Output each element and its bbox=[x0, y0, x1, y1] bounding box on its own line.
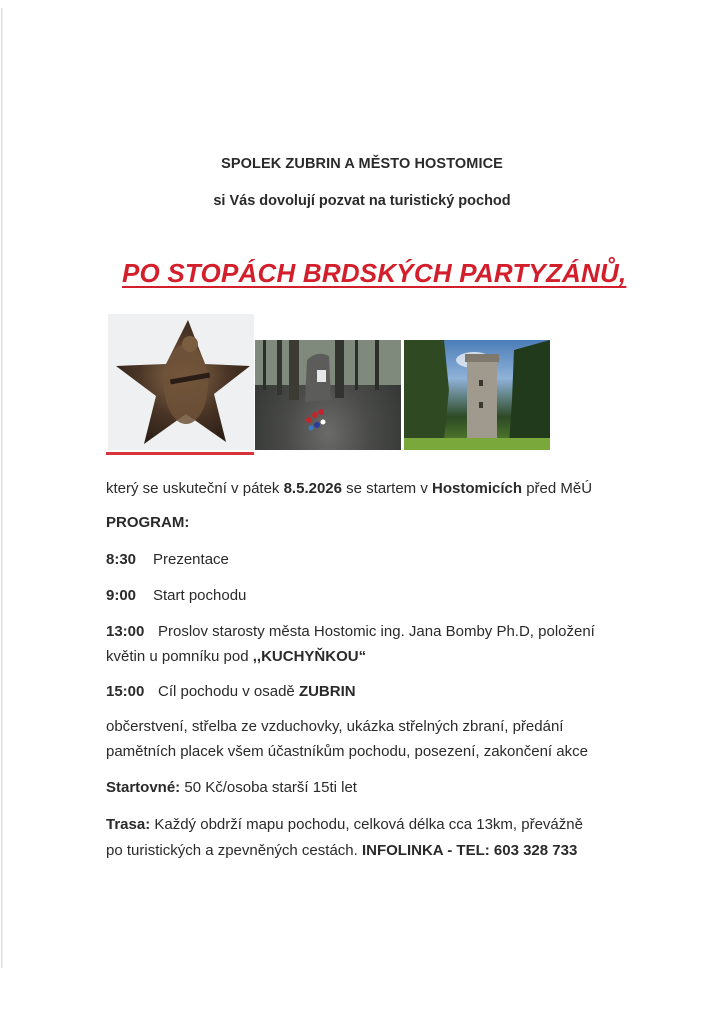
route-info-continued bbox=[106, 842, 577, 859]
entry-fee bbox=[106, 779, 357, 796]
program-text: Start pochodu bbox=[153, 587, 247, 604]
activities-line-1: občerstvení, střelba ze vzduchovky, ukázka střelných zbraní, předání bbox=[106, 718, 564, 735]
intro-text-2: se startem v bbox=[341, 480, 433, 497]
program-item bbox=[106, 587, 246, 604]
organizers-heading: SPOLEK ZUBRIN A MĚSTO HOSTOMICE bbox=[221, 156, 503, 172]
intro-text-1: který se uskuteční v pátek bbox=[106, 480, 284, 497]
program-time: 15:00 bbox=[106, 683, 145, 700]
program-text: Prezentace bbox=[153, 551, 229, 568]
memorial-name: ,,KUCHYŇKOU“ bbox=[252, 648, 367, 665]
activities-line-2: pamětních placek všem účastníkům pochodu, posezení, zakončení akce bbox=[106, 743, 588, 760]
program-time: 8:30 bbox=[106, 551, 137, 568]
program-time: 13:00 bbox=[106, 623, 145, 640]
program-item bbox=[106, 551, 229, 568]
scan-edge bbox=[1, 8, 3, 968]
event-title: PO STOPÁCH BRDSKÝCH PARTYZÁNŮ, bbox=[122, 258, 627, 288]
fee-label: Startovné: bbox=[106, 779, 181, 796]
program-text: Cíl pochodu v osadě bbox=[158, 683, 299, 700]
partisan-star-badge-image bbox=[108, 314, 254, 450]
route-text: Každý obdrží mapu pochodu, celková délka cca 13km, převážně bbox=[150, 816, 583, 833]
memorial-stone-image bbox=[255, 340, 401, 450]
event-date: 8.5.2026 bbox=[283, 480, 342, 497]
fee-value: 50 Kč/osoba starší 15ti let bbox=[180, 779, 357, 796]
event-intro bbox=[106, 480, 592, 497]
infoline-phone: INFOLINKA - TEL: 603 328 733 bbox=[361, 842, 578, 859]
program-item bbox=[106, 623, 595, 640]
program-item bbox=[106, 683, 356, 700]
partisan-figure bbox=[164, 344, 208, 424]
route-text: po turistických a zpevněných cestách. bbox=[106, 842, 362, 859]
program-heading: PROGRAM: bbox=[106, 514, 190, 531]
red-underline-divider bbox=[106, 452, 254, 455]
program-text: Proslov starosty města Hostomic ing. Jana Bomby Ph.D, položení bbox=[158, 623, 595, 640]
program-time: 9:00 bbox=[106, 587, 137, 604]
event-place: Hostomicích bbox=[432, 480, 523, 497]
invitation-text: si Vás dovolují pozvat na turistický pochod bbox=[213, 193, 511, 209]
program-text: květin u pomníku pod bbox=[106, 648, 253, 665]
route-info bbox=[106, 816, 583, 833]
program-item-continued bbox=[106, 648, 366, 665]
lookout-tower-image bbox=[404, 340, 550, 450]
route-label: Trasa: bbox=[106, 816, 151, 833]
intro-text-3: před MěÚ bbox=[522, 480, 593, 497]
destination-name: ZUBRIN bbox=[298, 683, 356, 700]
